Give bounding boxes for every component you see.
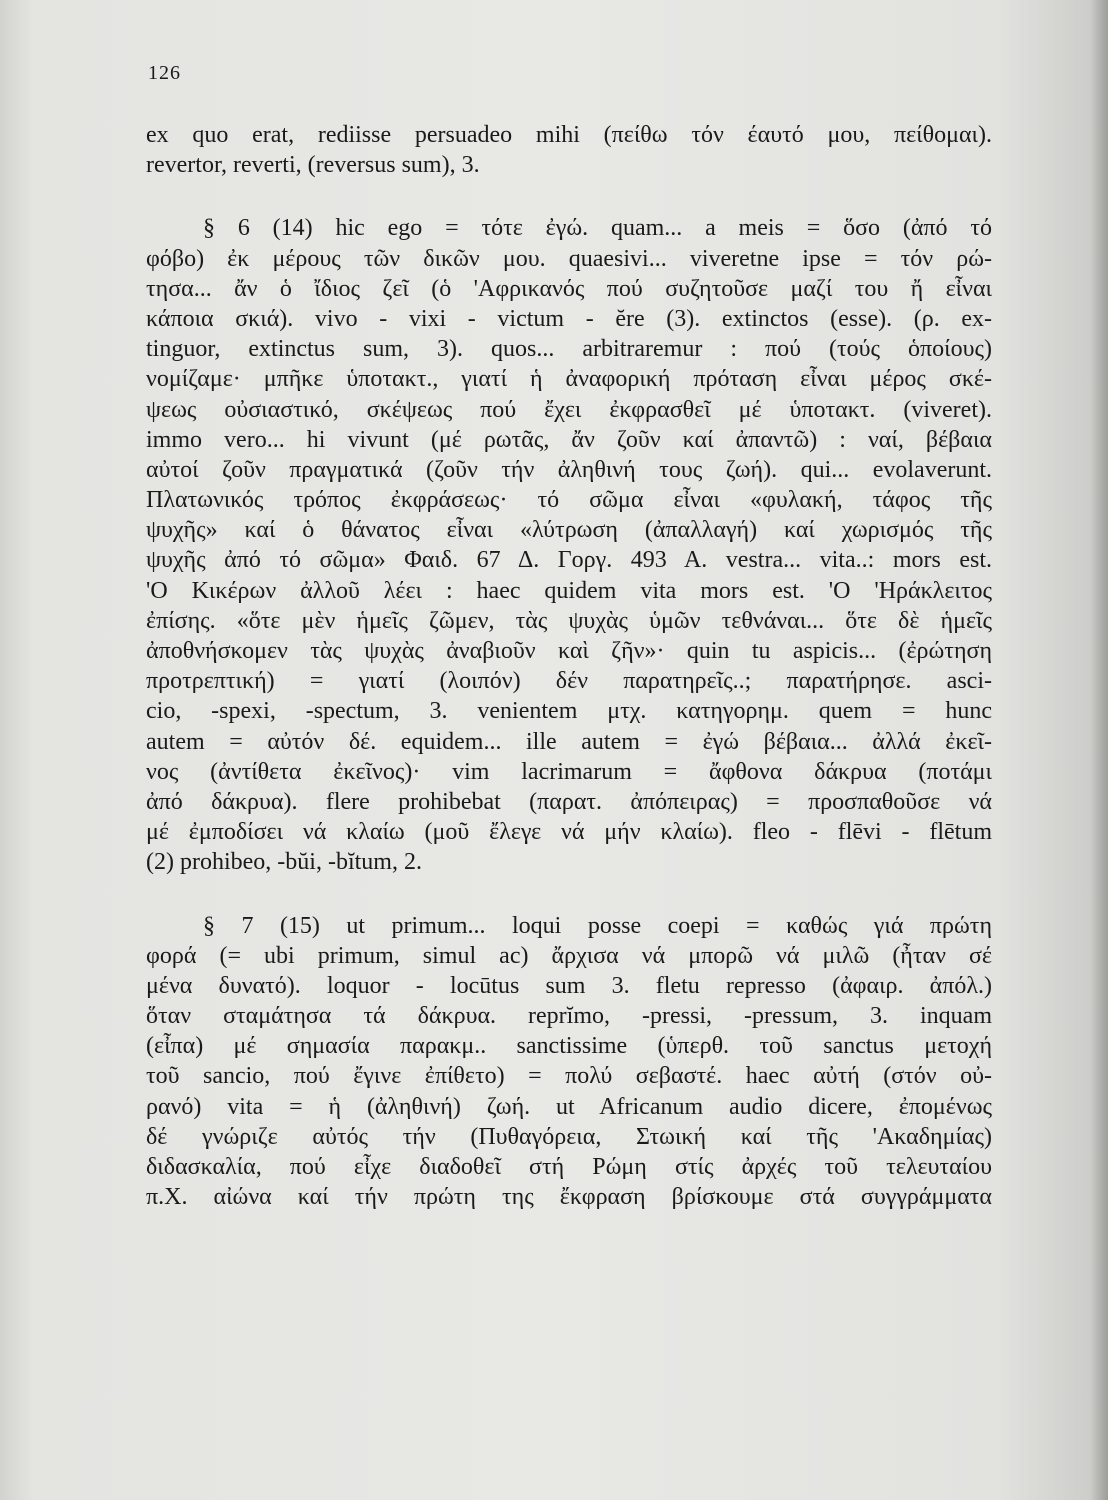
text-line: tinguor, extinctus sum, 3). quos... arbitraremur : πού (τούς ὁποίους): [146, 336, 992, 363]
text-line: φόβο) ἐκ μέρους τῶν δικῶν μου. quaesivi... viveretne ipse = τόν ρώ-: [146, 245, 992, 272]
commentary-text: [146, 120, 992, 1212]
text-line: διδασκαλία, πού εἶχε διαδοθεῖ στή Ρώμη στίς ἀρχές τοῦ τελευταίου: [146, 1154, 992, 1180]
text-line: φορά (= ubi primum, simul ac) ἄρχισα νά μπορῶ νά μιλῶ (ἦταν σέ: [146, 942, 992, 969]
text-line: τησα... ἄν ὁ ἴδιος ζεῖ (ὁ 'Αφρικανός πού συζητοῦσε μαζί του ἤ εἶναι: [146, 275, 992, 302]
page-number: 126: [148, 62, 181, 84]
text-line: autem = αὐτόν δέ. equidem... ille autem = ἐγώ βέβαια... ἀλλά ἐκεῖ-: [146, 728, 992, 755]
text-line: προτρεπτική) = γιατί (λοιπόν) δέν παρατηρεῖς..; παρατήρησε. asci-: [146, 668, 992, 695]
text-line: immo vero... hi vivunt (μέ ρωτᾶς, ἄν ζοῦν καί ἀπαντῶ) : ναί, βέβαια: [146, 426, 992, 453]
text-line: νομίζαμε· μπῆκε ὑποτακτ., γιατί ἡ ἀναφορική πρόταση εἶναι μέρος σκέ-: [146, 366, 992, 393]
text-line: ψεως οὐσιαστικό, σκέψεως πού ἔχει ἐκφρασθεῖ μέ ὑποτακτ. (viveret).: [146, 396, 992, 423]
text-line: ἀποθνήσκομεν τὰς ψυχὰς ἀναβιοῦν καὶ ζῆν»· quin tu aspicis... (ἐρώτηση: [146, 638, 992, 664]
text-line: § 7 (15) ut primum... loqui posse coepi = καθώς γιά πρώτη: [203, 912, 992, 939]
text-line: cio, -spexi, -spectum, 3. venientem μτχ. κατηγορημ. quem = hunc: [146, 698, 992, 725]
text-line: Πλατωνικός τρόπος ἐκφράσεως· τό σῶμα εἶναι «φυλακή, τάφος τῆς: [146, 487, 992, 514]
text-line: (2) prohibeo, -bŭi, -bĭtum, 2.: [146, 849, 422, 876]
text-line: ψυχῆς ἀπό τό σῶμα» Φαιδ. 67 Δ. Γοργ. 493 Α. vestra... vita..: mors est.: [146, 547, 992, 574]
text-line: π.Χ. αἰώνα καί τήν πρώτη της ἔκφραση βρίσκουμε στά συγγράμματα: [146, 1184, 992, 1211]
text-line: μέ ἐμποδίσει νά κλαίω (μοῦ ἔλεγε νά μήν κλαίω). fleo - flēvi - flētum: [146, 819, 992, 846]
page-binding-shadow: [1090, 0, 1108, 1500]
text-line: μένα δυνατό). loquor - locūtus sum 3. fletu represso (ἀφαιρ. ἀπόλ.): [146, 972, 992, 999]
text-line: ὅταν σταμάτησα τά δάκρυα. reprĭmo, -pressi, -pressum, 3. inquam: [146, 1003, 992, 1030]
text-line: ἀπό δάκρυα). flere prohibebat (παρατ. ἀπόπειρας) = προσπαθοῦσε νά: [146, 788, 992, 815]
text-line: δέ γνώριζε αὐτός τήν (Πυθαγόρεια, Στωική καί τῆς 'Ακαδημίας): [146, 1123, 992, 1150]
paragraph-gap: [146, 180, 992, 213]
text-line: ψυχῆς» καί ὁ θάνατος εἶναι «λύτρωση (ἀπαλλαγή) καί χωρισμός τῆς: [146, 517, 992, 544]
text-line: νος (ἀντίθετα ἐκεῖνος)· vim lacrimarum = ἄφθονα δάκρυα (ποτάμι: [146, 758, 992, 785]
text-line: revertor, reverti, (reversus sum), 3.: [146, 152, 480, 179]
text-line: ex quo erat, rediisse persuadeo mihi (πείθω τόν έαυτό μου, πείθομαι).: [146, 122, 992, 148]
text-line: αὐτοί ζοῦν πραγματικά (ζοῦν τήν ἀληθινή τους ζωή). qui... evolaverunt.: [146, 456, 992, 483]
text-line: ἐπίσης. «ὅτε μὲν ἡμεῖς ζῶμεν, τὰς ψυχὰς ὑμῶν τεθνάναι... ὅτε δὲ ἡμεῖς: [146, 607, 992, 634]
text-line: § 6 (14) hic ego = τότε ἐγώ. quam... a meis = ὅσο (ἀπό τό: [203, 215, 992, 242]
text-line: κάποια σκιά). vivo - vixi - victum - ĕre (3). extinctos (esse). (ρ. ex-: [146, 305, 992, 332]
paragraph-gap: [146, 878, 992, 911]
text-line: (εἶπα) μέ σημασία παρακμ.. sanctissime (ὑπερθ. τοῦ sanctus μετοχή: [146, 1033, 992, 1060]
text-line: τοῦ sancio, πού ἔγινε ἐπίθετο) = πολύ σεβαστέ. haec αὐτή (στόν οὐ-: [146, 1063, 992, 1090]
text-line: ρανό) vita = ἡ (ἀληθινή) ζωή. ut Africanum audio dicere, ἐπομένως: [146, 1093, 992, 1120]
text-line: 'Ο Κικέρων ἀλλοῦ λέει : haec quidem vita mors est. 'Ο 'Ηράκλειτος: [146, 577, 992, 604]
